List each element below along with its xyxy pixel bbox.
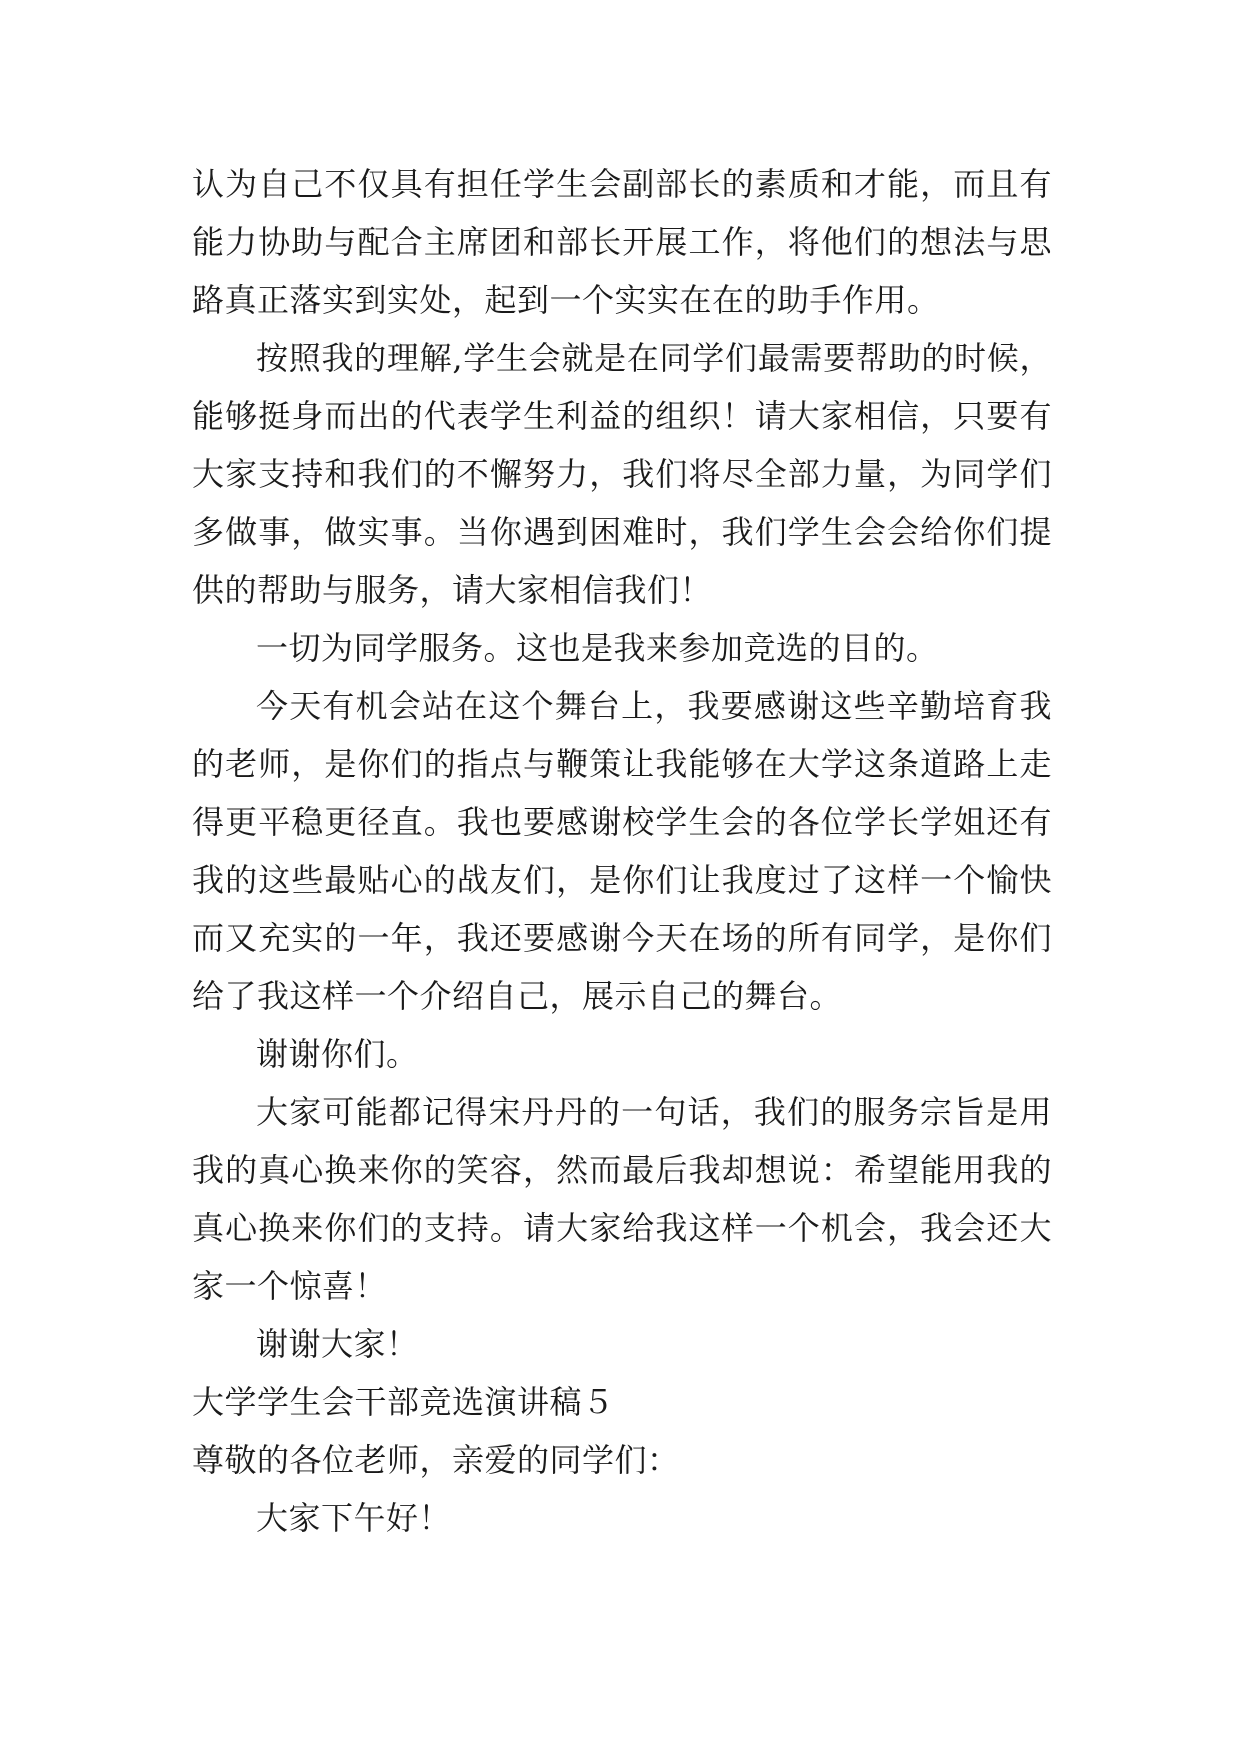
paragraph-thanks-teachers: 今天有机会站在这个舞台上，我要感谢这些辛勤培育我的老师，是你们的指点与鞭策让我能够在大学这条道路上走得更平稳更径直。我也要感谢校学生会的各位学长学姐还有我的这些最贴心的战友们，是你们让我度过了这样一个愉快而又充实的一年，我还要感谢今天在场的所有同学，是你们给了我这样一个介绍自己，展示自己的舞台。 [192, 687, 1052, 1015]
paragraph-continuation: 认为自己不仅具有担任学生会副部长的素质和才能，而且有能力协助与配合主席团和部长开展工作，将他们的想法与思路真正落实到实处，起到一个实实在在的助手作用。 [192, 165, 1052, 319]
paragraph-serve-classmates: 一切为同学服务。这也是我来参加竞选的目的。 [256, 629, 939, 667]
paragraph-student-union-role: 按照我的理解,学生会就是在同学们最需要帮助的时候，能够挺身而出的代表学生利益的组织！请大家相信，只要有大家支持和我们的不懈努力，我们将尽全部力量，为同学们多做事，做实事。当你遇到困难时，我们学生会会给你们提供的帮助与服务，请大家相信我们！ [192, 339, 1052, 609]
paragraph-closing-appeal: 大家可能都记得宋丹丹的一句话，我们的服务宗旨是用我的真心换来你的笑容，然而最后我却想说：希望能用我的真心换来你们的支持。请大家给我这样一个机会，我会还大家一个惊喜！ [192, 1093, 1052, 1305]
greeting: 大家下午好！ [256, 1499, 452, 1537]
salutation: 尊敬的各位老师，亲爱的同学们： [192, 1441, 680, 1479]
section-heading: 大学学生会干部竞选演讲稿５ [192, 1383, 615, 1421]
paragraph-thanks-everyone: 谢谢大家！ [256, 1325, 419, 1363]
document-body [192, 155, 1052, 1547]
paragraph-thank-you: 谢谢你们。 [256, 1035, 419, 1073]
